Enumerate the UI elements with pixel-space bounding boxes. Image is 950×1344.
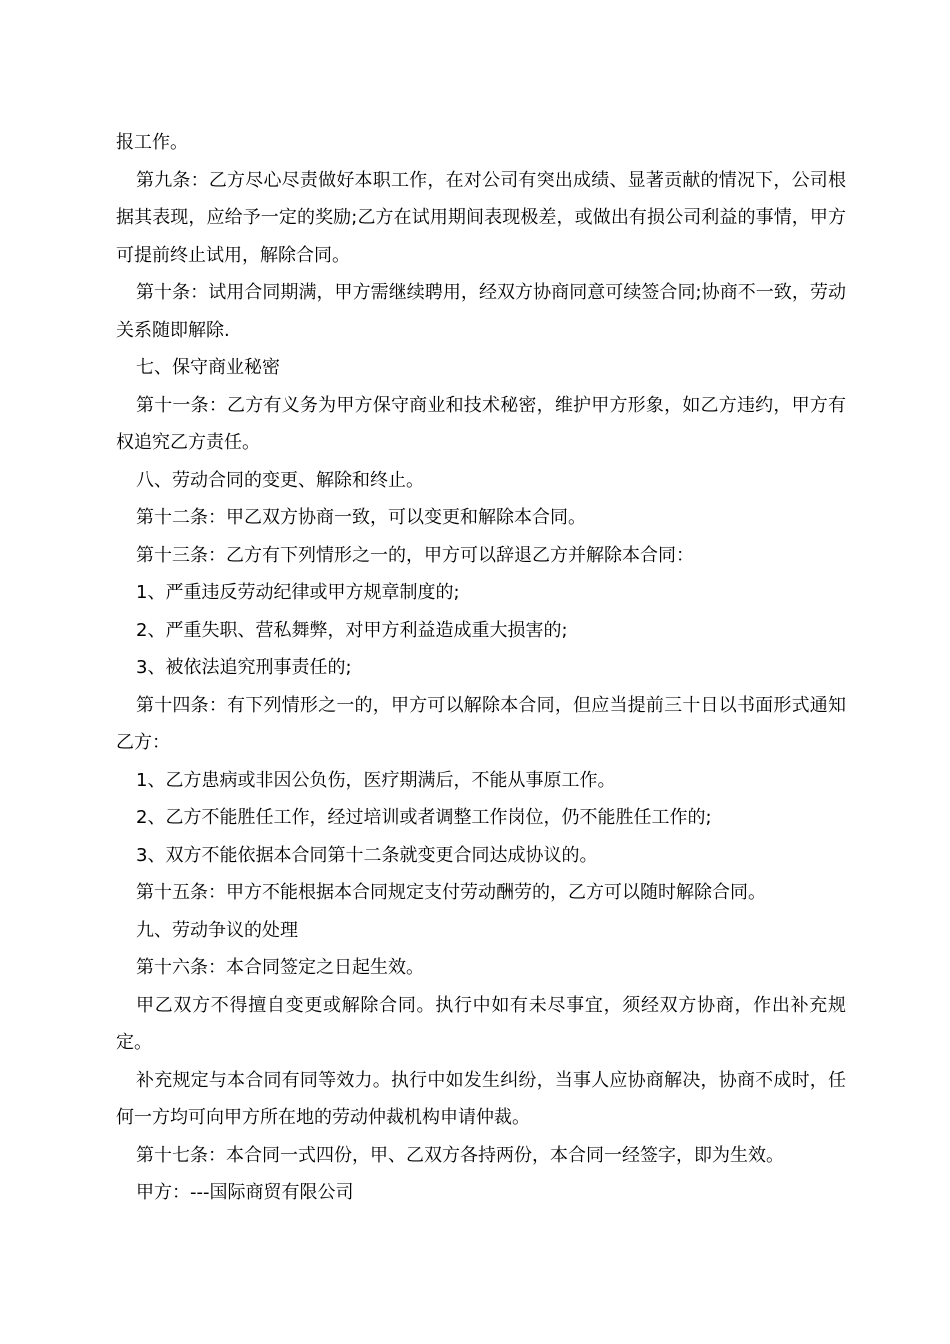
- article-13: 第十三条：乙方有下列情形之一的，甲方可以辞退乙方并解除本合同：: [136, 544, 694, 566]
- article-13-item-2: 2、严重失职、营私舞弊，对甲方利益造成重大损害的;: [136, 619, 568, 641]
- article-11: 第十一条：乙方有义务为甲方保守商业和技术秘密，维护甲方形象，如乙方违约，甲方有权追究乙方责任。: [116, 394, 846, 453]
- paragraph-continuation: 报工作。: [116, 132, 188, 153]
- article-17: 第十七条：本合同一式四份，甲、乙双方各持两份，本合同一经签字，即为生效。: [136, 1144, 784, 1166]
- section-heading-7: 七、保守商业秘密: [136, 357, 280, 378]
- article-13-item-1: 1、严重违反劳动纪律或甲方规章制度的;: [136, 582, 460, 603]
- supplementary-clause: 甲乙双方不得擅自变更或解除合同。执行中如有未尽事宜，须经双方协商，作出补充规定。: [116, 994, 846, 1053]
- article-12: 第十二条：甲乙双方协商一致，可以变更和解除本合同。: [136, 507, 586, 528]
- section-heading-9: 九、劳动争议的处理: [136, 919, 298, 941]
- dispute-clause: 补充规定与本合同有同等效力。执行中如发生纠纷，当事人应协商解决，协商不成时，任何一方均可向甲方所在地的劳动仲裁机构申请仲裁。: [116, 1069, 846, 1128]
- article-10: 第十条：试用合同期满，甲方需继续聘用，经双方协商同意可续签合同;协商不一致，劳动关系随即解除.: [116, 282, 846, 341]
- article-13-item-3: 3、被依法追究刑事责任的;: [136, 657, 352, 678]
- article-14-item-1: 1、乙方患病或非因公负伤，医疗期满后，不能从事原工作。: [136, 769, 616, 791]
- article-14-item-2: 2、乙方不能胜任工作，经过培训或者调整工作岗位，仍不能胜任工作的;: [136, 807, 712, 828]
- party-a-signature-line: 甲方：---国际商贸有限公司: [136, 1182, 354, 1203]
- article-15: 第十五条：甲方不能根据本合同规定支付劳动酬劳的，乙方可以随时解除合同。: [136, 882, 766, 903]
- section-heading-8: 八、劳动合同的变更、解除和终止。: [136, 469, 424, 491]
- article-9: 第九条：乙方尽心尽责做好本职工作，在对公司有突出成绩、显著贡献的情况下，公司根据其表现，应给予一定的奖励;乙方在试用期间表现极差，或做出有损公司利益的事情，甲方可提前终止试用，解除合同。: [116, 169, 846, 266]
- article-14: 第十四条：有下列情形之一的，甲方可以解除本合同，但应当提前三十日以书面形式通知乙方：: [116, 694, 846, 753]
- article-16: 第十六条：本合同签定之日起生效。: [136, 957, 424, 978]
- article-14-item-3: 3、双方不能依据本合同第十二条就变更合同达成协议的。: [136, 844, 598, 866]
- document-body: [116, 124, 846, 1212]
